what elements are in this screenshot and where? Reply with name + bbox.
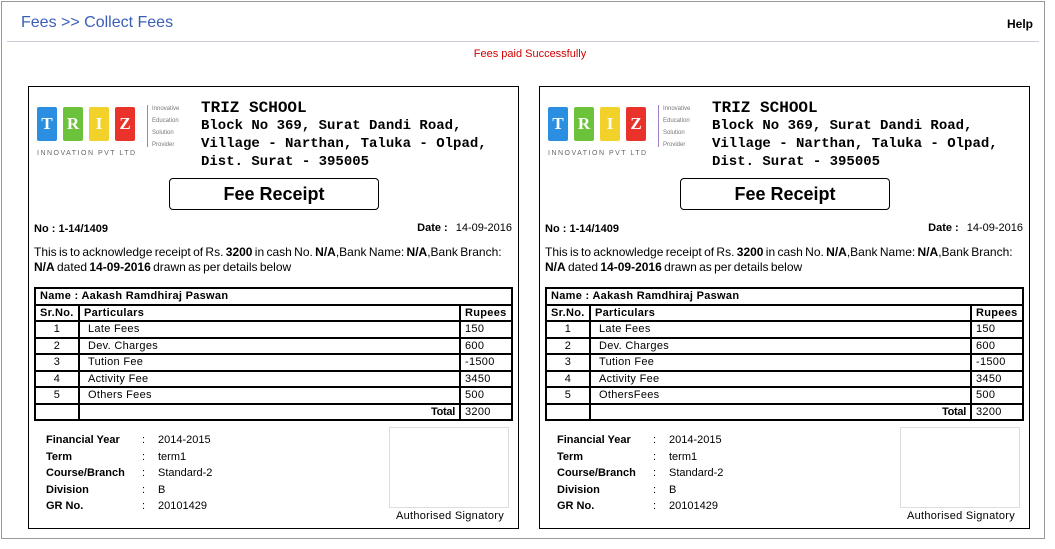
receipt-number-label: No : bbox=[545, 223, 567, 235]
school-name: TRIZ SCHOOL bbox=[201, 99, 307, 117]
col-header: Particulars bbox=[79, 305, 460, 322]
particular-cell: Tution Fee bbox=[79, 354, 460, 371]
col-header: Rupees bbox=[460, 305, 512, 322]
separator: : bbox=[653, 434, 657, 446]
school-address: Village - Narthan, Taluka - Olpad, bbox=[201, 136, 487, 152]
amount-cell: 150 bbox=[460, 321, 512, 338]
separator: : bbox=[653, 467, 657, 480]
sr-cell: 1 bbox=[546, 321, 590, 338]
sr-cell: 5 bbox=[35, 387, 79, 404]
detail-label: GR No. bbox=[557, 500, 595, 513]
date-value: 14-09-2016 bbox=[455, 222, 512, 234]
separator: : bbox=[142, 483, 146, 496]
student-details bbox=[46, 432, 212, 515]
amount-cell: 3450 bbox=[460, 371, 512, 388]
logo-tile: R bbox=[574, 107, 594, 141]
separator: : bbox=[653, 500, 657, 513]
table-row bbox=[546, 354, 1023, 371]
fee-receipt bbox=[28, 86, 519, 529]
detail-value: Standard-2 bbox=[669, 467, 724, 480]
name-label: Name : bbox=[40, 290, 79, 303]
particular-cell: Dev. Charges bbox=[590, 338, 971, 355]
table-row bbox=[35, 338, 512, 355]
ack-branch: N/A bbox=[545, 260, 566, 274]
ack-part: ,Bank Name: bbox=[335, 245, 407, 259]
table-row bbox=[546, 371, 1023, 388]
sr-cell: 3 bbox=[35, 354, 79, 371]
detail-row bbox=[46, 482, 212, 499]
school-address: Dist. Surat - 395005 bbox=[201, 154, 370, 170]
signatory-label: Authorised Signatory bbox=[906, 510, 1016, 522]
detail-label: GR No. bbox=[46, 500, 84, 513]
particular-cell: Activity Fee bbox=[79, 371, 460, 388]
ack-date: 14-09-2016 bbox=[89, 260, 151, 274]
fee-table bbox=[34, 287, 513, 421]
receipt-number-value: 1-14/1409 bbox=[569, 223, 619, 235]
date-value: 14-09-2016 bbox=[966, 222, 1023, 234]
detail-value: B bbox=[669, 483, 677, 496]
ack-part: dated bbox=[565, 260, 601, 274]
sr-cell: 3 bbox=[546, 354, 590, 371]
total-value: 3200 bbox=[971, 404, 1023, 421]
school-info bbox=[712, 99, 998, 171]
help-link[interactable]: Help bbox=[1006, 17, 1033, 31]
total-value: 3200 bbox=[460, 404, 512, 421]
receipt-title: Fee Receipt bbox=[169, 178, 379, 210]
col-header: Sr.No. bbox=[546, 305, 590, 322]
sr-cell: 4 bbox=[546, 371, 590, 388]
separator: : bbox=[142, 434, 146, 446]
receipt-number-value: 1-14/1409 bbox=[58, 223, 108, 235]
logo-divider bbox=[147, 105, 148, 147]
detail-row bbox=[557, 498, 723, 515]
table-row bbox=[546, 321, 1023, 338]
signature-box bbox=[900, 427, 1020, 508]
tagline-line: Provider bbox=[663, 142, 686, 148]
student-details bbox=[557, 432, 723, 515]
total-label: Total bbox=[590, 404, 971, 421]
signatory-label: Authorised Signatory bbox=[395, 510, 505, 522]
receipt-number bbox=[545, 223, 619, 235]
name-row bbox=[35, 288, 512, 305]
particular-cell: Dev. Charges bbox=[79, 338, 460, 355]
breadcrumb: Fees >> Collect Fees bbox=[21, 14, 174, 31]
table-row bbox=[546, 338, 1023, 355]
detail-value: 2014-2015 bbox=[669, 434, 722, 446]
sr-cell: 2 bbox=[35, 338, 79, 355]
sr-cell: 5 bbox=[546, 387, 590, 404]
ack-part: This is to acknowledge receipt of Rs. bbox=[545, 245, 737, 259]
separator: : bbox=[142, 450, 146, 463]
detail-row bbox=[557, 482, 723, 499]
tagline-line: Provider bbox=[152, 142, 175, 148]
detail-label: Course/Branch bbox=[46, 467, 125, 480]
detail-value: term1 bbox=[158, 450, 187, 463]
detail-value: 2014-2015 bbox=[158, 434, 211, 446]
ack-part: in cash No. bbox=[763, 245, 827, 259]
tagline-line: Innovative bbox=[152, 106, 180, 112]
detail-row bbox=[557, 465, 723, 482]
tagline-line: Innovative bbox=[663, 106, 691, 112]
detail-row bbox=[557, 432, 723, 449]
amount-cell: -1500 bbox=[460, 354, 512, 371]
logo-tagline bbox=[663, 103, 690, 151]
amount-cell: 3450 bbox=[971, 371, 1023, 388]
col-header: Particulars bbox=[590, 305, 971, 322]
logo-tile: R bbox=[63, 107, 83, 141]
triz-logo bbox=[35, 103, 195, 163]
table-row bbox=[35, 371, 512, 388]
logo-subtitle: INNOVATION PVT LTD bbox=[37, 150, 137, 157]
logo-tile: Z bbox=[626, 107, 646, 141]
particular-cell: Tution Fee bbox=[590, 354, 971, 371]
logo-tile: T bbox=[37, 107, 57, 141]
particular-cell: Late Fees bbox=[590, 321, 971, 338]
ack-branch: N/A bbox=[34, 260, 55, 274]
school-address: Block No 369, Surat Dandi Road, bbox=[712, 118, 973, 134]
receipt-number bbox=[34, 223, 108, 235]
sr-cell: 4 bbox=[35, 371, 79, 388]
detail-label: Financial Year bbox=[557, 434, 631, 446]
header-divider bbox=[7, 41, 1039, 42]
ack-part: dated bbox=[54, 260, 90, 274]
amount-cell: 600 bbox=[460, 338, 512, 355]
separator: : bbox=[653, 483, 657, 496]
ack-amount: 3200 bbox=[225, 245, 253, 259]
detail-value: B bbox=[158, 483, 166, 496]
detail-label: Division bbox=[557, 483, 600, 496]
name-label: Name : bbox=[551, 290, 590, 303]
amount-cell: -1500 bbox=[971, 354, 1023, 371]
school-name: TRIZ SCHOOL bbox=[712, 99, 818, 117]
detail-label: Term bbox=[557, 450, 584, 463]
ack-part: drawn as per details below bbox=[150, 260, 292, 274]
date-label: Date : bbox=[417, 222, 448, 234]
detail-label: Term bbox=[46, 450, 73, 463]
acknowledgement-text bbox=[34, 245, 504, 275]
total-row bbox=[546, 404, 1023, 421]
table-row bbox=[35, 321, 512, 338]
ack-amount: 3200 bbox=[736, 245, 764, 259]
fee-table bbox=[545, 287, 1024, 421]
logo-subtitle: INNOVATION PVT LTD bbox=[548, 150, 648, 157]
empty-cell bbox=[546, 404, 590, 421]
ack-part: ,Bank Branch: bbox=[938, 245, 1013, 259]
logo-tile: I bbox=[89, 107, 109, 141]
separator: : bbox=[653, 450, 657, 463]
col-header: Sr.No. bbox=[35, 305, 79, 322]
detail-label: Financial Year bbox=[46, 434, 120, 446]
detail-row bbox=[557, 449, 723, 466]
ack-part: This is to acknowledge receipt of Rs. bbox=[34, 245, 226, 259]
logo-tile: I bbox=[600, 107, 620, 141]
receipt-date bbox=[928, 222, 1023, 234]
sr-cell: 2 bbox=[546, 338, 590, 355]
school-address: Dist. Surat - 395005 bbox=[712, 154, 881, 170]
tagline-line: Solution bbox=[663, 130, 685, 136]
detail-label: Course/Branch bbox=[557, 467, 636, 480]
header-row bbox=[35, 305, 512, 322]
total-row bbox=[35, 404, 512, 421]
detail-label: Division bbox=[46, 483, 89, 496]
particular-cell: Late Fees bbox=[79, 321, 460, 338]
ack-bank: N/A bbox=[917, 245, 939, 259]
ack-part: drawn as per details below bbox=[661, 260, 803, 274]
ack-part: in cash No. bbox=[252, 245, 316, 259]
separator: : bbox=[142, 467, 146, 480]
table-row bbox=[35, 354, 512, 371]
header-row bbox=[546, 305, 1023, 322]
logo-tagline bbox=[152, 103, 179, 151]
logo-tile: Z bbox=[115, 107, 135, 141]
receipt-title: Fee Receipt bbox=[680, 178, 890, 210]
empty-cell bbox=[35, 404, 79, 421]
table-row bbox=[35, 387, 512, 404]
logo-tile: T bbox=[548, 107, 568, 141]
fee-receipt bbox=[539, 86, 1030, 529]
amount-cell: 500 bbox=[971, 387, 1023, 404]
detail-row bbox=[46, 432, 212, 449]
amount-cell: 600 bbox=[971, 338, 1023, 355]
total-label: Total bbox=[79, 404, 460, 421]
acknowledgement-text bbox=[545, 245, 1015, 275]
name-row bbox=[546, 288, 1023, 305]
triz-logo bbox=[546, 103, 706, 163]
logo-divider bbox=[658, 105, 659, 147]
ack-cash: N/A bbox=[826, 245, 847, 259]
sr-cell: 1 bbox=[35, 321, 79, 338]
amount-cell: 500 bbox=[460, 387, 512, 404]
particular-cell: Others Fees bbox=[79, 387, 460, 404]
particular-cell: OthersFees bbox=[590, 387, 971, 404]
name-value: Aakash Ramdhiraj Paswan bbox=[81, 290, 229, 303]
receipt-number-label: No : bbox=[34, 223, 56, 235]
receipt-date bbox=[417, 222, 512, 234]
detail-value: 20101429 bbox=[158, 500, 207, 513]
success-message: Fees paid Successfully bbox=[473, 48, 587, 60]
detail-row bbox=[46, 498, 212, 515]
detail-row bbox=[46, 449, 212, 466]
student-name bbox=[546, 288, 1023, 305]
detail-value: Standard-2 bbox=[158, 467, 213, 480]
signature-box bbox=[389, 427, 509, 508]
school-info bbox=[201, 99, 487, 171]
amount-cell: 150 bbox=[971, 321, 1023, 338]
tagline-line: Education bbox=[152, 118, 179, 124]
ack-part: ,Bank Name: bbox=[846, 245, 918, 259]
ack-date: 14-09-2016 bbox=[600, 260, 662, 274]
ack-cash: N/A bbox=[315, 245, 336, 259]
col-header: Rupees bbox=[971, 305, 1023, 322]
student-name bbox=[35, 288, 512, 305]
date-label: Date : bbox=[928, 222, 959, 234]
school-address: Village - Narthan, Taluka - Olpad, bbox=[712, 136, 998, 152]
detail-value: term1 bbox=[669, 450, 698, 463]
ack-bank: N/A bbox=[406, 245, 428, 259]
separator: : bbox=[142, 500, 146, 513]
school-address: Block No 369, Surat Dandi Road, bbox=[201, 118, 462, 134]
tagline-line: Solution bbox=[152, 130, 174, 136]
ack-part: ,Bank Branch: bbox=[427, 245, 502, 259]
name-value: Aakash Ramdhiraj Paswan bbox=[592, 290, 740, 303]
detail-row bbox=[46, 465, 212, 482]
table-row bbox=[546, 387, 1023, 404]
tagline-line: Education bbox=[663, 118, 690, 124]
particular-cell: Activity Fee bbox=[590, 371, 971, 388]
detail-value: 20101429 bbox=[669, 500, 718, 513]
